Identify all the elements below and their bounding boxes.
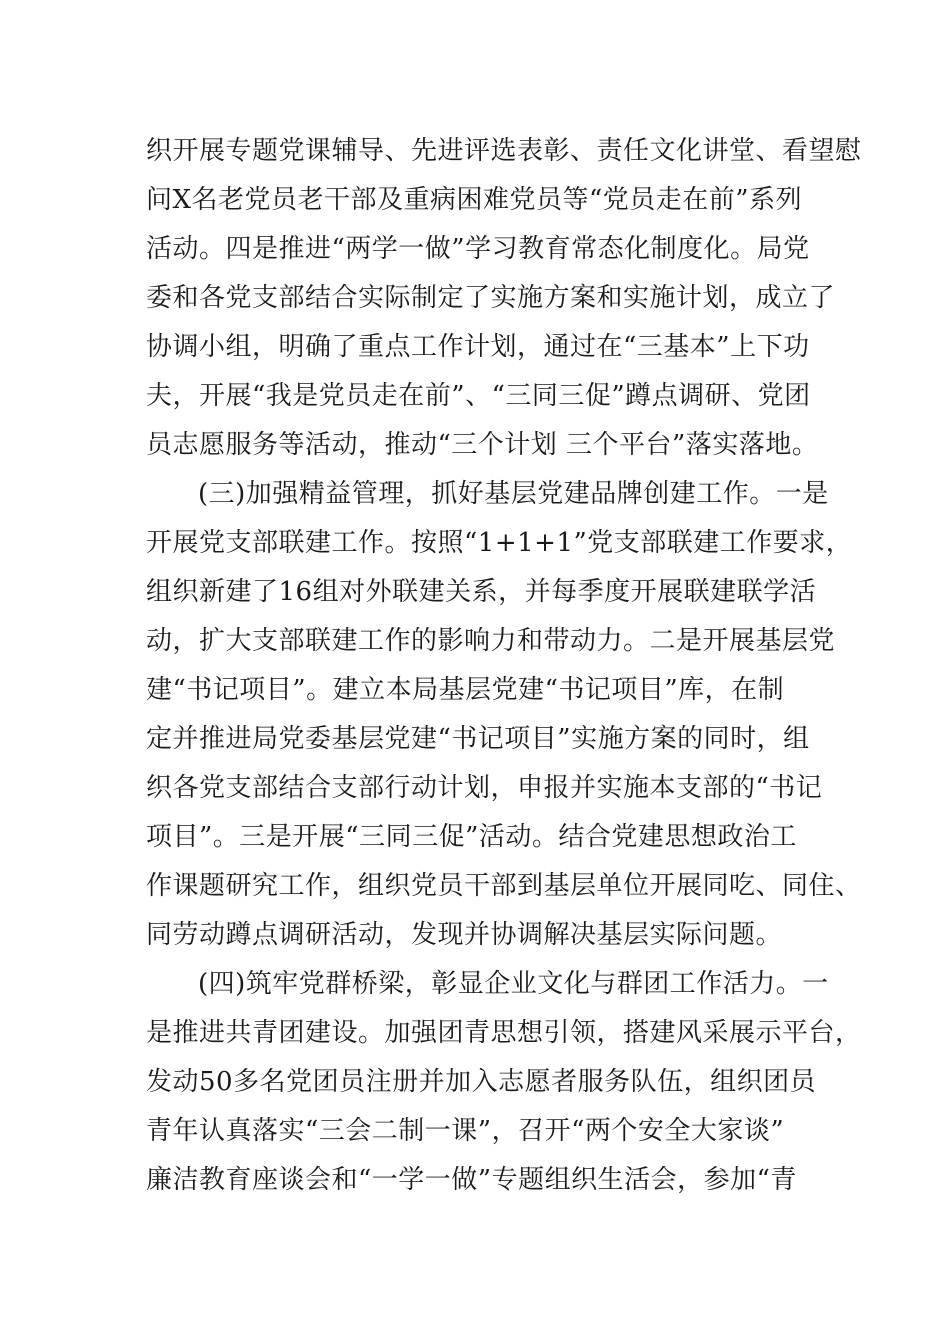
- text-line: 青年认真落实“三会二制一课”，召开“两个安全大家谈”: [146, 1116, 785, 1146]
- text-line: 织各党支部结合支部行动计划，申报并实施本支部的“书记: [146, 773, 823, 803]
- text-line: 员志愿服务等活动，推动“三个计划 三个平台”落实落地。: [146, 430, 819, 460]
- text-line: 织开展专题党课辅导、先进评选表彰、责任文化讲堂、看望慰: [146, 136, 862, 166]
- text-line: 动，扩大支部联建工作的影响力和带动力。二是开展基层党: [146, 626, 836, 656]
- text-line: 作课题研究工作，组织党员干部到基层单位开展同吃、同住、: [146, 871, 862, 901]
- text-line: 夫，开展“我是党员走在前”、“三同三促”蹲点调研、党团: [146, 381, 811, 411]
- text-line: 组织新建了16组对外联建关系，并每季度开展联建联学活: [146, 577, 817, 607]
- text-line: 协调小组，明确了重点工作计划，通过在“三基本”上下功: [146, 332, 810, 362]
- body-text: [146, 127, 862, 1205]
- text-line: 定并推进局党委基层党建“书记项目”实施方案的同时，组: [146, 724, 810, 754]
- text-line: 委和各党支部结合实际制定了实施方案和实施计划，成立了: [146, 283, 836, 313]
- text-line: 廉洁教育座谈会和“一学一做”专题组织生活会，参加“青: [146, 1165, 797, 1195]
- text-line: 活动。四是推进“两学一做”学习教育常态化制度化。局党: [146, 234, 810, 264]
- text-line: 发动50多名党团员注册并加入志愿者服务队伍，组织团员: [146, 1067, 817, 1097]
- text-line: 开展党支部联建工作。按照“1+1+1”党支部联建工作要求，: [146, 528, 853, 558]
- text-line: 是推进共青团建设。加强团青思想引领，搭建风采展示平台，: [146, 1018, 862, 1048]
- text-line: 建“书记项目”。建立本局基层党建“书记项目”库，在制: [146, 675, 785, 705]
- text-line: 问X名老党员老干部及重病困难党员等“党员走在前”系列: [146, 185, 803, 215]
- section-heading-line: (三)加强精益管理，抓好基层党建品牌创建工作。一是: [198, 479, 829, 509]
- text-line: 项目”。三是开展“三同三促”活动。结合党建思想政治工: [146, 822, 797, 852]
- text-line: 同劳动蹲点调研活动，发现并协调解决基层实际问题。: [146, 920, 783, 950]
- section-heading-line: (四)筑牢党群桥梁，彰显企业文化与群团工作活力。一: [198, 969, 829, 999]
